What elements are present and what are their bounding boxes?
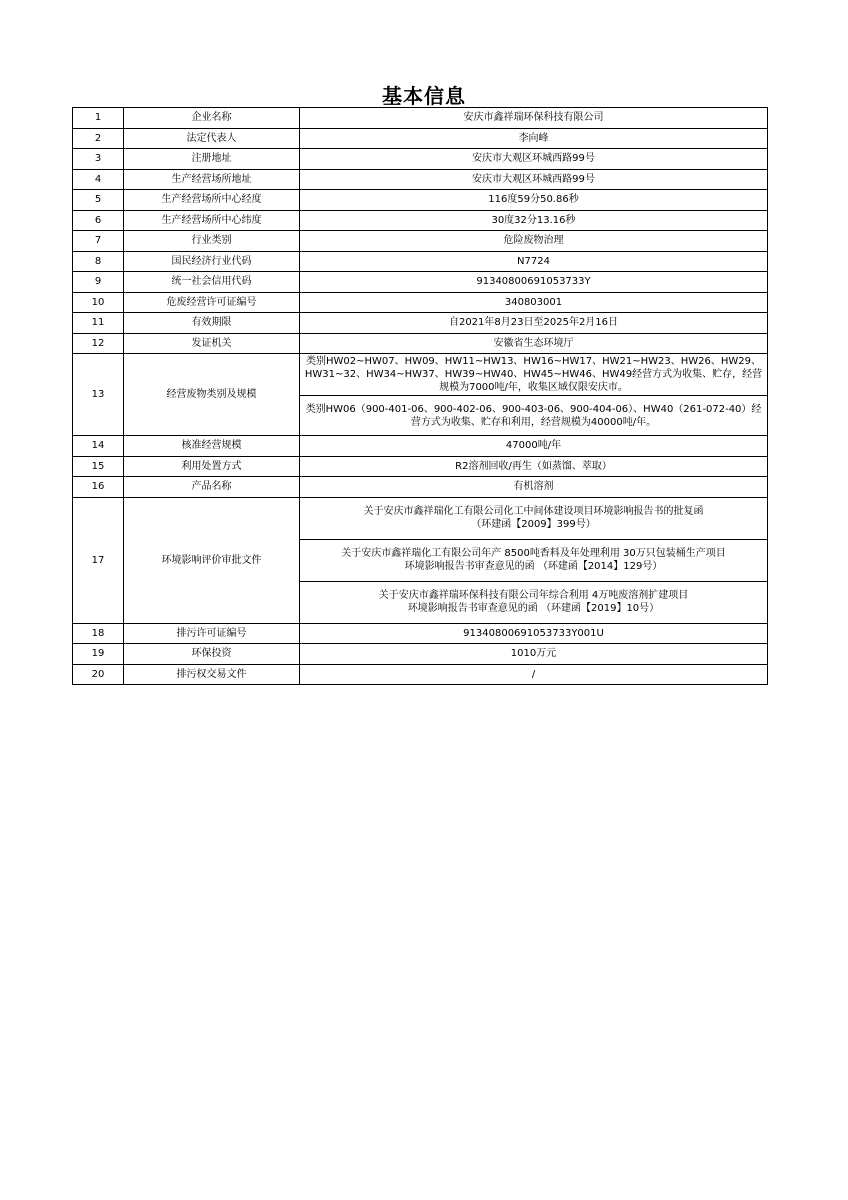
row-number: 10 <box>73 292 124 313</box>
table-row <box>73 477 768 498</box>
row-value: N7724 <box>300 251 768 272</box>
row-label: 排污权交易文件 <box>124 664 300 685</box>
row-number: 19 <box>73 644 124 665</box>
table-row <box>73 292 768 313</box>
row-number: 1 <box>73 108 124 129</box>
row-number: 7 <box>73 231 124 252</box>
row-number: 13 <box>73 354 124 436</box>
document-number: 环境影响报告书审查意见的函 （环建函【2014】129号） <box>404 561 663 572</box>
row-number: 20 <box>73 664 124 685</box>
row-number: 8 <box>73 251 124 272</box>
row-value: 安庆市大观区环城西路99号 <box>300 149 768 170</box>
row-value: 类别HW06（900-401-06、900-402-06、900-403-06、900-404-06）、HW40（261-072-40）经营方式为收集、贮存和利用，经营规模为40000吨/年。 <box>300 396 768 436</box>
basic-info-table <box>72 107 768 685</box>
row-label: 企业名称 <box>124 108 300 129</box>
row-value: 有机溶剂 <box>300 477 768 498</box>
row-value: 91340800691053733Y <box>300 272 768 293</box>
row-number: 16 <box>73 477 124 498</box>
row-number: 14 <box>73 436 124 457</box>
row-value: 47000吨/年 <box>300 436 768 457</box>
row-value: 安庆市鑫祥瑞环保科技有限公司 <box>300 108 768 129</box>
row-label: 生产经营场所中心经度 <box>124 190 300 211</box>
row-value: 91340800691053733Y001U <box>300 623 768 644</box>
table-row <box>73 644 768 665</box>
table-row <box>73 436 768 457</box>
row-label: 注册地址 <box>124 149 300 170</box>
row-number: 5 <box>73 190 124 211</box>
document-title: 关于安庆市鑫祥瑞化工有限公司年产 8500吨香料及年处理利用 30万只包装桶生产项目 <box>341 548 726 559</box>
row-value <box>300 539 768 581</box>
row-label: 发证机关 <box>124 333 300 354</box>
row-number: 18 <box>73 623 124 644</box>
row-value: 类别HW02~HW07、HW09、HW11~HW13、HW16~HW17、HW21~HW23、HW26、HW29、HW31~32、HW34~HW37、HW39~HW40、HW45~HW46、HW49经营方式为收集、贮存，经营规模为7000吨/年，收集区域仅限安庆市。 <box>300 354 768 396</box>
row-value: 116度59分50.86秒 <box>300 190 768 211</box>
row-label: 生产经营场所地址 <box>124 169 300 190</box>
row-label: 排污许可证编号 <box>124 623 300 644</box>
table-row <box>73 333 768 354</box>
document-title: 关于安庆市鑫祥瑞化工有限公司化工中间体建设项目环境影响报告书的批复函 <box>363 506 704 517</box>
table-row <box>73 149 768 170</box>
row-label: 国民经济行业代码 <box>124 251 300 272</box>
row-number: 2 <box>73 128 124 149</box>
page-title: 基本信息 <box>382 84 466 108</box>
row-label: 有效期限 <box>124 313 300 334</box>
row-label: 经营废物类别及规模 <box>124 354 300 436</box>
row-number: 15 <box>73 456 124 477</box>
table-row <box>73 251 768 272</box>
table-row <box>73 456 768 477</box>
row-value: 安徽省生态环境厅 <box>300 333 768 354</box>
row-value: 李向峰 <box>300 128 768 149</box>
row-label: 环境影响评价审批文件 <box>124 497 300 623</box>
table-row <box>73 190 768 211</box>
row-label: 行业类别 <box>124 231 300 252</box>
row-value: 安庆市大观区环城西路99号 <box>300 169 768 190</box>
table-row <box>73 354 768 396</box>
table-row <box>73 210 768 231</box>
table-row <box>73 169 768 190</box>
table-row <box>73 623 768 644</box>
row-value <box>300 497 768 539</box>
row-value: R2溶剂回收/再生（如蒸馏、萃取） <box>300 456 768 477</box>
row-value: 危险废物治理 <box>300 231 768 252</box>
row-number: 4 <box>73 169 124 190</box>
document-number: 环境影响报告书审查意见的函 （环建函【2019】10号） <box>407 603 660 614</box>
table-row <box>73 108 768 129</box>
table-row <box>73 664 768 685</box>
document-number: （环建函【2009】399号） <box>471 519 596 530</box>
row-label: 产品名称 <box>124 477 300 498</box>
document-title: 关于安庆市鑫祥瑞环保科技有限公司年综合利用 4万吨废溶剂扩建项目 <box>378 590 689 601</box>
row-value: 340803001 <box>300 292 768 313</box>
row-label: 核准经营规模 <box>124 436 300 457</box>
row-label: 统一社会信用代码 <box>124 272 300 293</box>
row-value: 自2021年8月23日至2025年2月16日 <box>300 313 768 334</box>
row-number: 6 <box>73 210 124 231</box>
table-row <box>73 497 768 539</box>
row-label: 危废经营许可证编号 <box>124 292 300 313</box>
table-row <box>73 272 768 293</box>
table-row <box>73 231 768 252</box>
row-number: 11 <box>73 313 124 334</box>
row-label: 环保投资 <box>124 644 300 665</box>
table-row <box>73 313 768 334</box>
table-row <box>73 128 768 149</box>
row-label: 生产经营场所中心纬度 <box>124 210 300 231</box>
row-value: 1010万元 <box>300 644 768 665</box>
row-number: 17 <box>73 497 124 623</box>
row-value <box>300 581 768 623</box>
row-value: / <box>300 664 768 685</box>
row-label: 利用处置方式 <box>124 456 300 477</box>
row-label: 法定代表人 <box>124 128 300 149</box>
row-number: 3 <box>73 149 124 170</box>
row-value: 30度32分13.16秒 <box>300 210 768 231</box>
row-number: 12 <box>73 333 124 354</box>
row-number: 9 <box>73 272 124 293</box>
